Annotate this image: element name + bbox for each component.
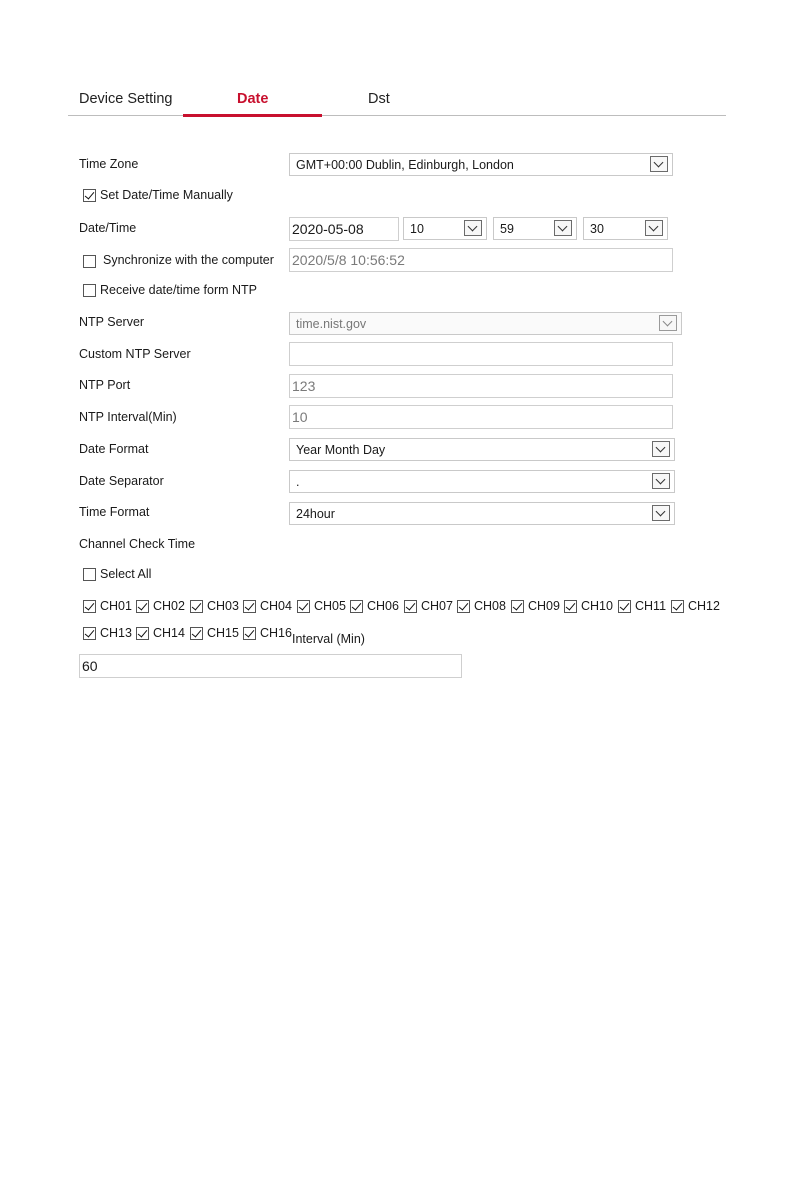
- channel-label: CH10: [581, 599, 613, 613]
- active-tab-indicator: [183, 114, 322, 117]
- ntp-server-label: NTP Server: [79, 315, 145, 329]
- time-zone-value: GMT+00:00 Dublin, Edinburgh, London: [296, 158, 514, 172]
- select-all-checkbox[interactable]: [83, 568, 96, 581]
- checkbox-icon[interactable]: [136, 627, 149, 640]
- channel-label: CH05: [314, 599, 346, 613]
- computer-time-field: [289, 248, 673, 272]
- checkbox-icon[interactable]: [190, 600, 203, 613]
- ntp-port-label: NTP Port: [79, 378, 131, 392]
- date-input[interactable]: [289, 217, 399, 241]
- chevron-down-icon[interactable]: [645, 220, 663, 236]
- sync-computer-checkbox[interactable]: [83, 255, 96, 268]
- channel-label: CH14: [153, 626, 185, 640]
- chevron-down-icon[interactable]: [652, 473, 670, 489]
- ntp-server-value: time.nist.gov: [296, 317, 367, 331]
- channel-label: CH02: [153, 599, 185, 613]
- date-format-select[interactable]: [289, 438, 675, 461]
- chevron-down-icon[interactable]: [464, 220, 482, 236]
- checkbox-icon[interactable]: [83, 627, 96, 640]
- date-separator-select[interactable]: [289, 470, 675, 493]
- channel-label: CH01: [100, 599, 132, 613]
- custom-ntp-server-label: Custom NTP Server: [79, 347, 191, 361]
- channel-label: CH03: [207, 599, 239, 613]
- ntp-interval-label: NTP Interval(Min): [79, 410, 177, 424]
- time-zone-label: Time Zone: [79, 157, 139, 171]
- chevron-down-icon[interactable]: [652, 505, 670, 521]
- channel-label: CH08: [474, 599, 506, 613]
- checkbox-icon[interactable]: [511, 600, 524, 613]
- checkbox-icon[interactable]: [297, 600, 310, 613]
- hour-select[interactable]: [403, 217, 487, 240]
- channel-label: CH16: [260, 626, 292, 640]
- chevron-down-icon[interactable]: [554, 220, 572, 236]
- checkbox-icon[interactable]: [243, 600, 256, 613]
- checkbox-icon[interactable]: [190, 627, 203, 640]
- checkbox-icon[interactable]: [350, 600, 363, 613]
- date-value: 2020-05-08: [292, 221, 364, 237]
- channel-label: CH07: [421, 599, 453, 613]
- checkbox-icon[interactable]: [83, 600, 96, 613]
- custom-ntp-server-input[interactable]: [289, 342, 673, 366]
- tab-dst[interactable]: Dst: [368, 91, 390, 107]
- chevron-down-icon[interactable]: [659, 315, 677, 331]
- minute-select[interactable]: [493, 217, 577, 240]
- time-format-label: Time Format: [79, 505, 150, 519]
- channel-label: CH13: [100, 626, 132, 640]
- checkbox-icon[interactable]: [671, 600, 684, 613]
- computer-time-value: 2020/5/8 10:56:52: [292, 252, 405, 268]
- time-format-select[interactable]: [289, 502, 675, 525]
- interval-input[interactable]: [79, 654, 462, 678]
- checkbox-icon[interactable]: [457, 600, 470, 613]
- interval-value: 60: [82, 658, 98, 674]
- second-select[interactable]: [583, 217, 668, 240]
- minute-value: 59: [500, 222, 514, 236]
- chevron-down-icon[interactable]: [650, 156, 668, 172]
- ntp-interval-input[interactable]: [289, 405, 673, 429]
- date-format-label: Date Format: [79, 442, 149, 456]
- interval-label: Interval (Min): [292, 632, 365, 646]
- channel-check-time-label: Channel Check Time: [79, 537, 196, 551]
- checkbox-icon[interactable]: [564, 600, 577, 613]
- tab-divider: [68, 115, 726, 116]
- receive-ntp-checkbox[interactable]: [83, 284, 96, 297]
- ntp-interval-value: 10: [292, 409, 308, 425]
- checkbox-icon[interactable]: [404, 600, 417, 613]
- ntp-port-input[interactable]: [289, 374, 673, 398]
- checkbox-icon[interactable]: [136, 600, 149, 613]
- tab-date[interactable]: Date: [237, 91, 269, 107]
- channel-label: CH11: [635, 599, 667, 613]
- set-manually-label: Set Date/Time Manually: [100, 188, 233, 202]
- channel-label: CH06: [367, 599, 399, 613]
- channel-label: CH12: [688, 599, 720, 613]
- receive-ntp-label: Receive date/time form NTP: [100, 283, 257, 297]
- checkbox-icon[interactable]: [618, 600, 631, 613]
- date-separator-value: .: [296, 475, 300, 489]
- channel-label: CH15: [207, 626, 239, 640]
- date-separator-label: Date Separator: [79, 474, 164, 488]
- channel-label: CH04: [260, 599, 292, 613]
- date-time-label: Date/Time: [79, 221, 137, 235]
- chevron-down-icon[interactable]: [652, 441, 670, 457]
- hour-value: 10: [410, 222, 424, 236]
- time-format-value: 24hour: [296, 507, 335, 521]
- ntp-server-select[interactable]: [289, 312, 682, 335]
- select-all-label: Select All: [100, 567, 152, 581]
- sync-computer-label: Synchronize with the computer: [103, 253, 274, 267]
- channel-label: CH09: [528, 599, 560, 613]
- second-value: 30: [590, 222, 604, 236]
- date-format-value: Year Month Day: [296, 443, 386, 457]
- time-zone-select[interactable]: [289, 153, 673, 176]
- tab-device-setting[interactable]: Device Setting: [79, 91, 173, 107]
- ntp-port-value: 123: [292, 378, 316, 394]
- checkbox-icon[interactable]: [243, 627, 256, 640]
- set-manually-checkbox[interactable]: [83, 189, 96, 202]
